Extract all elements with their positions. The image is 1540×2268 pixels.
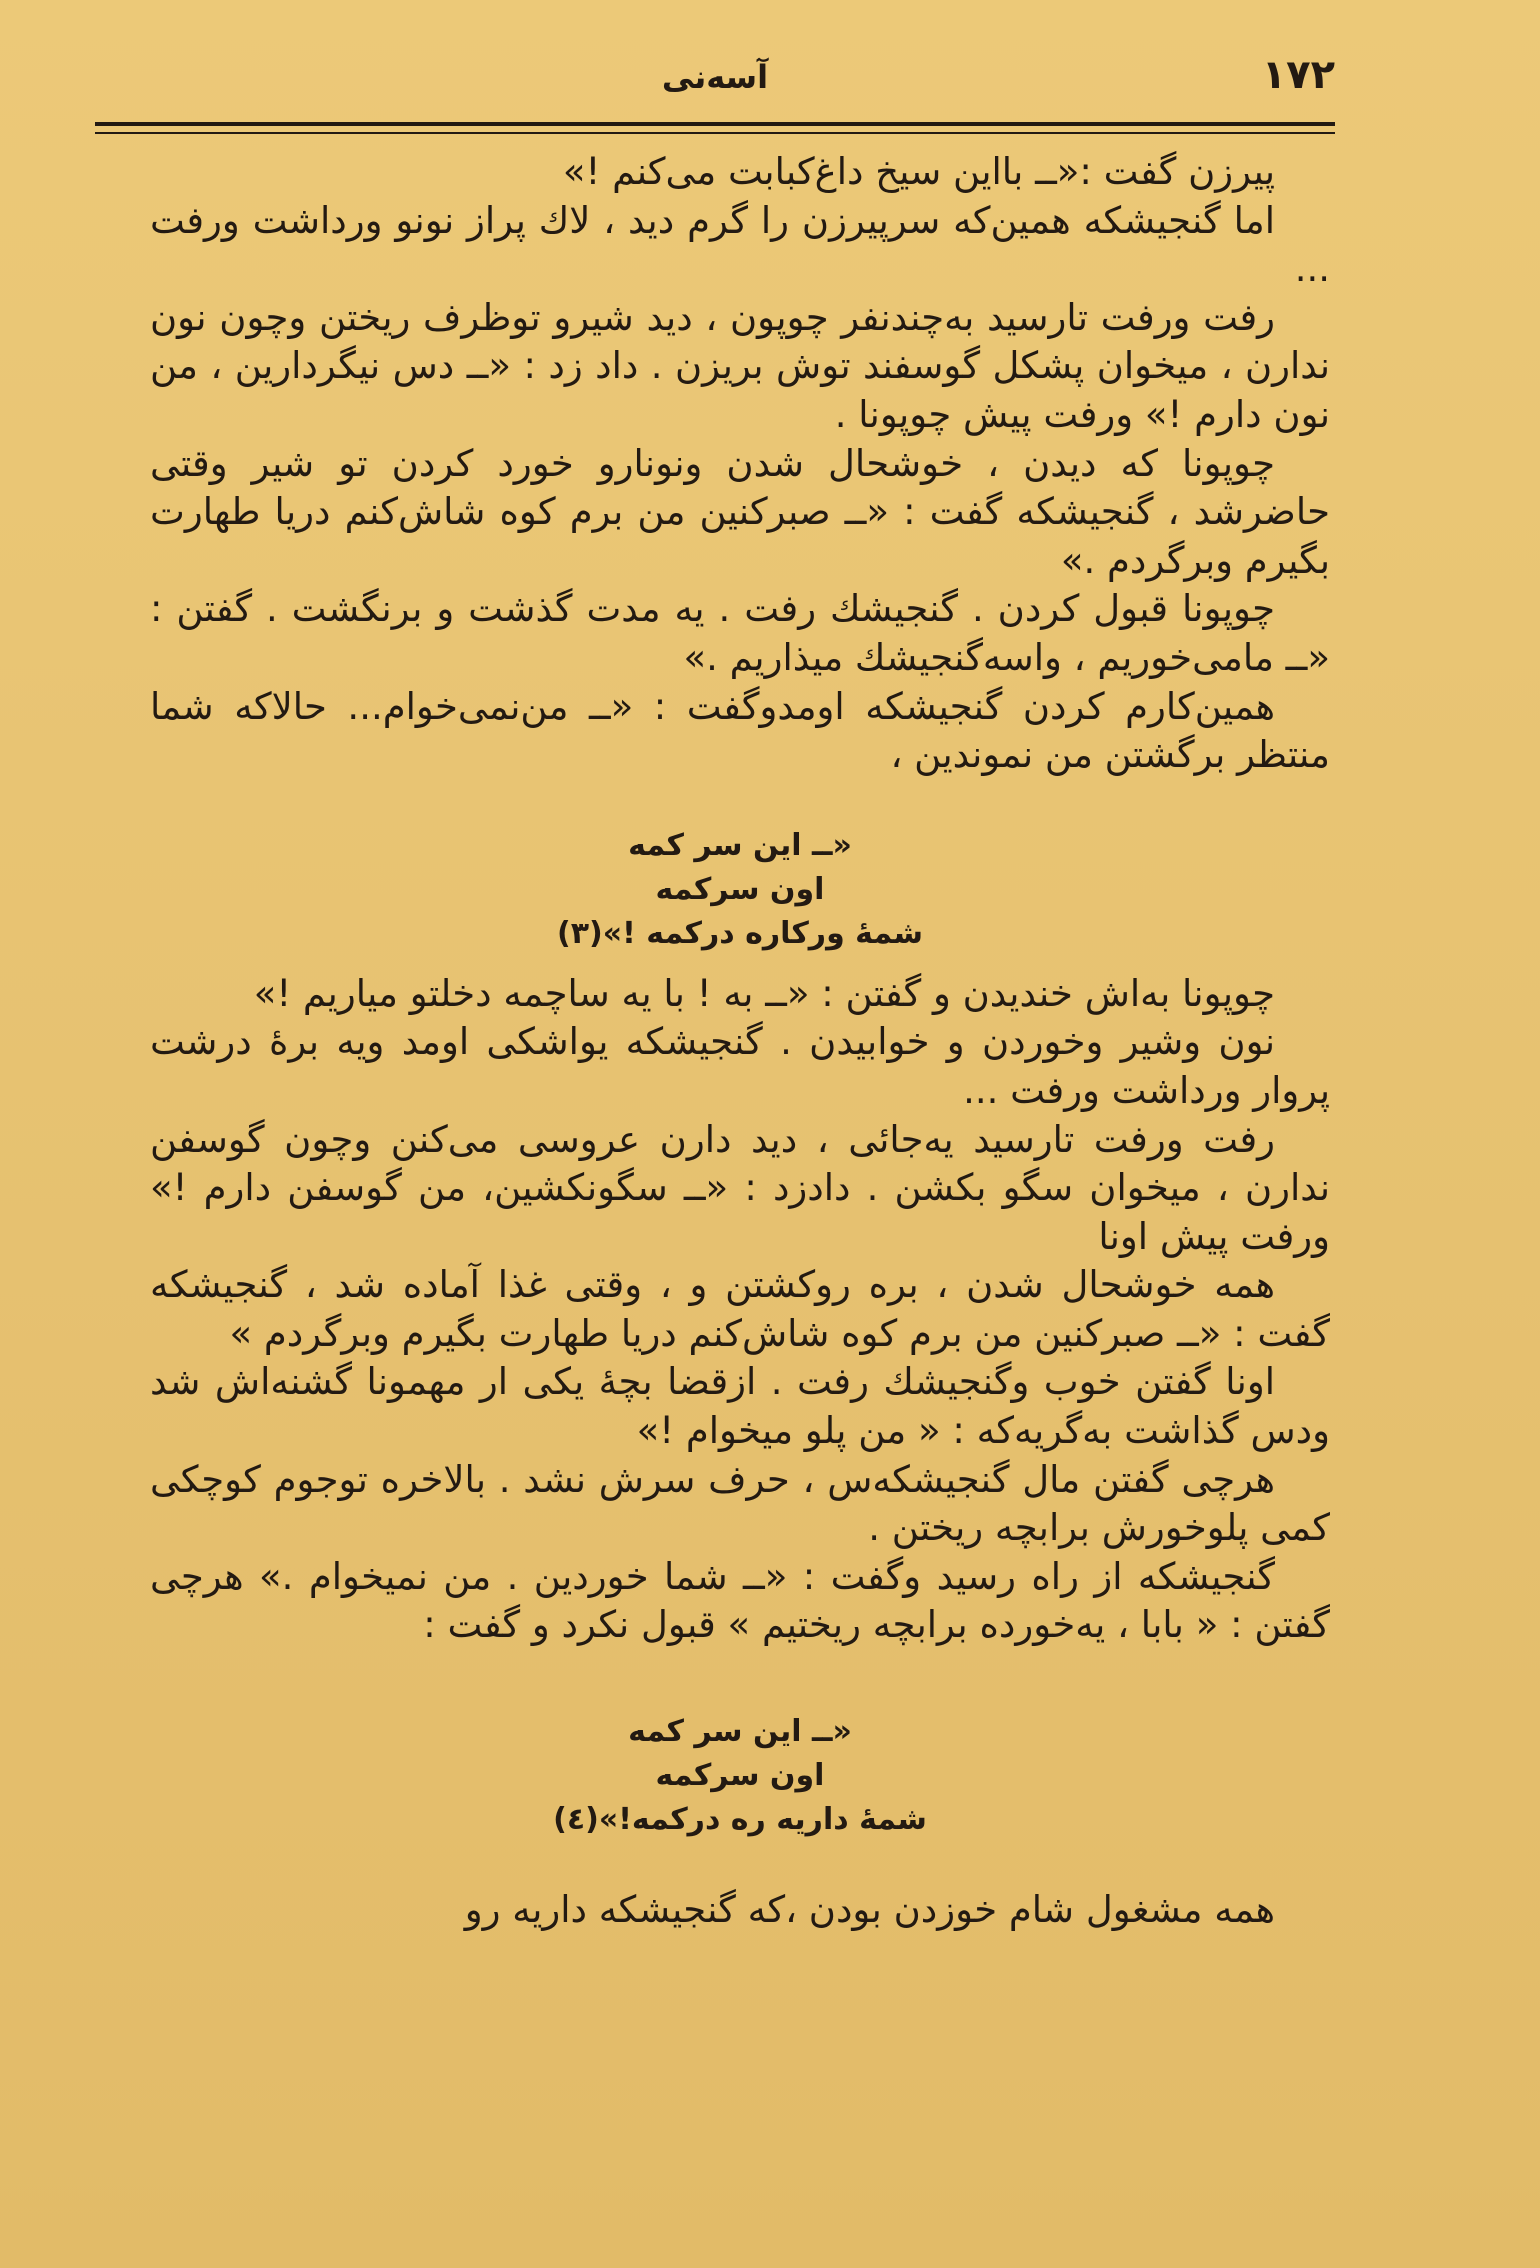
verse-line: «ــ این سر کمه <box>628 827 852 863</box>
paragraph: گنجیشکه از راه رسید وگفت : «ــ شما خوردین . من نمیخوام .» هرچی گفتن : « بابا ، یه‌خورده برابچه ریختیم » قبول نکرد و گفت : <box>150 1554 1330 1647</box>
paragraph: چوپونا به‌اش خندیدن و گفتن : «ــ به ! با یه ساچمه دخلتو میاریم !» <box>253 971 1275 1015</box>
page-number: ۱۷۲ <box>1261 52 1335 98</box>
verse-line: اون سرکمه <box>655 871 825 907</box>
paragraph: همین‌کارم کردن گنجیشکه اومدوگفت : «ــ من‌نمی‌خوام... حالاکه شما منتظر برگشتن من نموندین ، <box>150 684 1330 777</box>
paragraph: همه مشغول شام خوزدن بودن ،که گنجیشکه داریه رو <box>464 1888 1275 1932</box>
verse-line: «ــ این سر کمه <box>628 1714 852 1750</box>
verse-line: اون سرکمه <box>655 1758 825 1794</box>
paragraph: نون وشیر وخوردن و خوابیدن . گنجیشکه یواشکی اومد ویه برهٔ درشت پروار ورداشت ورفت ... <box>150 1020 1330 1112</box>
verse-line: شمهٔ داریه ره درکمه!»(٤) <box>553 1802 927 1838</box>
paragraph: چوپونا که دیدن ، خوشحال شدن ونونارو خورد کردن تو شیر وقتی حاضرشد ، گنجیشکه گفت : «ــ صبرکنین من برم کوه شاش‌کنم دریا طهارت بگیرم وبرگردم .» <box>150 441 1330 582</box>
paragraph: رفت ورفت تارسید یه‌جائی ، دید دارن عروسی می‌کنن وچون گوسفن ندارن ، میخوان سگو بکشن . دادزد : «ــ سگونکشین، من گوسفن دارم !» ورفت پیش اونا <box>150 1117 1330 1258</box>
paragraph: هرچی گفتن مال گنجیشکه‌س ، حرف سرش نشد . بالاخره توجوم کوچکی کمی پلوخورش برابچه ریختن . <box>150 1457 1330 1550</box>
paragraph: اما گنجیشکه همین‌که سرپیرزن را گرم دید ، لاك پراز نونو ورداشت ورفت ... <box>150 198 1330 291</box>
paragraph: همه خوشحال شدن ، بره روکشتن و ، وقتی غذا آماده شد ، گنجیشکه گفت : «ــ صبرکنین من برم کوه شاش‌کنم دریا طهارت بگیرم وبرگردم » <box>150 1263 1330 1355</box>
verse-block <box>150 1710 1330 1842</box>
running-title: آسه‌نی <box>661 58 769 96</box>
verse-line: شمهٔ ورکاره درکمه !»(۳) <box>557 915 923 951</box>
header-rule-thin <box>95 132 1335 134</box>
header-rule-thick <box>95 122 1335 126</box>
paragraph: رفت ورفت تارسید به‌چندنفر چوپون ، دید شیرو توظرف ریختن وچون نون ندارن ، میخوان پشکل گوسفند توش بریزن . داد زد : «ــ دس نیگردارین ، من نون دارم !» ورفت پیش چوپونا . <box>150 295 1330 436</box>
paragraph: چوپونا قبول کردن . گنجیشك رفت . یه مدت گذشت و برنگشت . گفتن : «ــ مامی‌خوریم ، واسه‌گنجیشك میذاریم .» <box>150 587 1330 679</box>
body-text <box>150 148 1330 1935</box>
paragraph: اونا گفتن خوب وگنجیشك رفت . ازقضا بچهٔ یکی ار مهمونا گشنه‌اش شد ودس گذاشت به‌گریه‌که : « من پلو میخوام !» <box>150 1360 1330 1453</box>
paragraph: پیرزن گفت :«ــ بااین سیخ داغ‌کبابت می‌کنم !» <box>562 150 1275 193</box>
page-header <box>95 52 1335 130</box>
verse-block <box>150 824 1330 956</box>
